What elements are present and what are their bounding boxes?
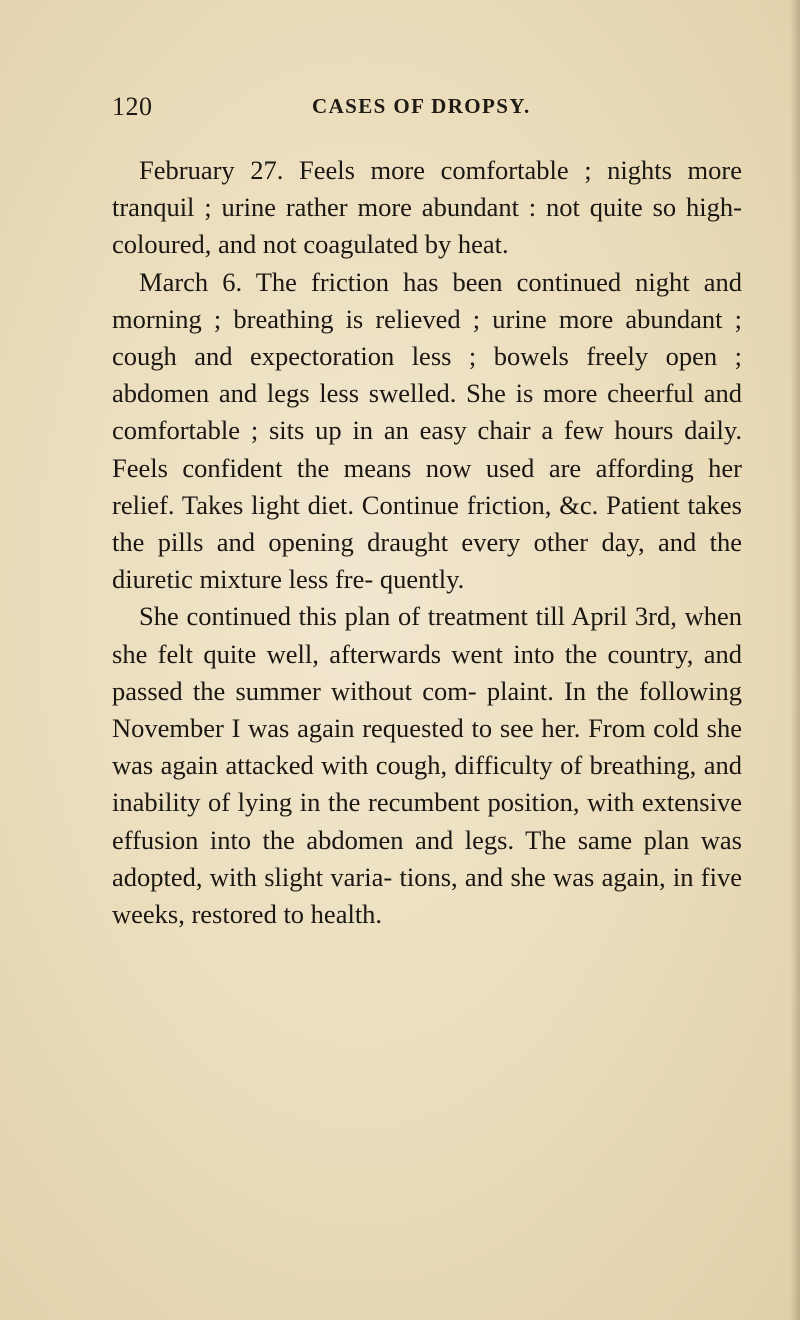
page-number: 120 [112, 92, 153, 121]
running-head-title: CASES OF DROPSY. [312, 94, 531, 118]
paragraph-february-27: February 27. Feels more comfortable ; nights more tranquil ; urine rather more abundant : not quite so high-coloured, and not coagulated by heat. [112, 155, 742, 260]
paragraph-march-6: March 6. The friction has been continued night and morning ; breathing is relieved ; urine more abundant ; cough and expectoration less ; bowels freely open ; abdomen and legs less swelled. She is more cheerful and comfortable ; sits up in an easy chair a few hours daily. Feels confident the means now used are affording her relief. Takes light diet. Continue friction, &c. Patient takes the pills and opening draught every other day, and the diuretic mixture less fre- quently. [112, 266, 742, 595]
body-text [112, 152, 742, 933]
running-head [112, 92, 732, 124]
page-edge-shadow [790, 0, 800, 1320]
paragraph-treatment-continued: She continued this plan of treatment till April 3rd, when she felt quite well, afterwards went into the country, and passed the summer without com- plaint. In the following November I was again requested to see her. From cold she was again attacked with cough, difficulty of breathing, and inability of lying in the recumbent position, with extensive effusion into the abdomen and legs. The same plan was adopted, with slight varia- tions, and she was again, in five weeks, restored to health. [112, 601, 742, 930]
